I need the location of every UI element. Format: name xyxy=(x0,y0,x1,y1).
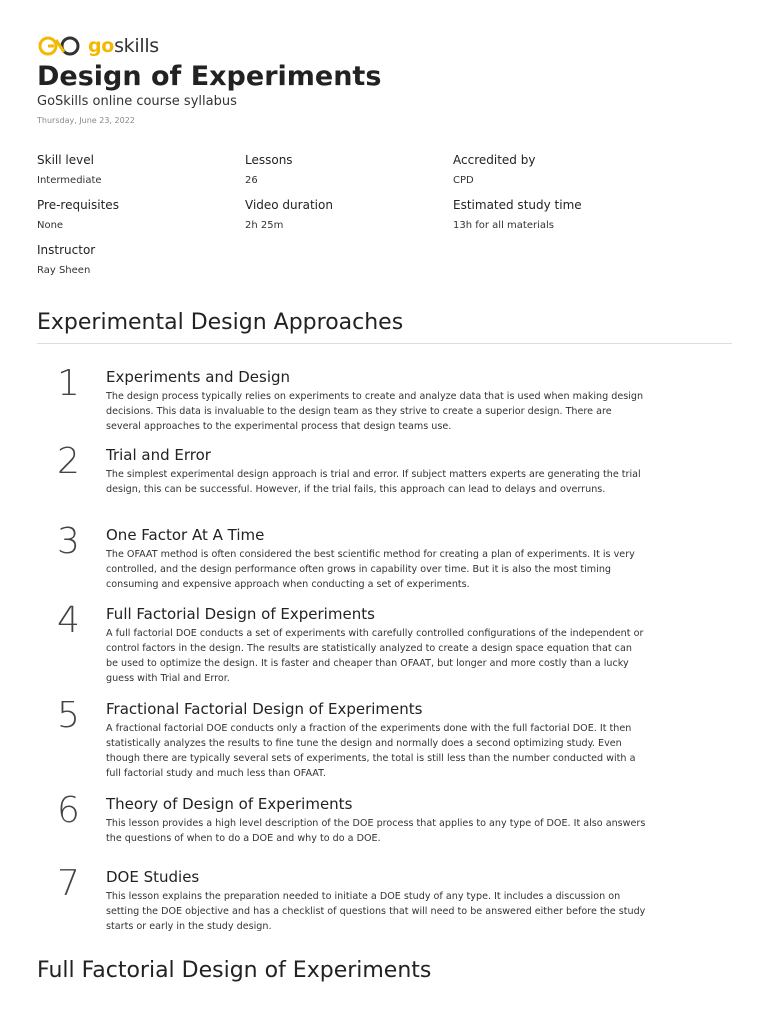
lesson-title: DOE Studies xyxy=(106,868,200,886)
lesson-description: The simplest experimental design approach is trial and error. If subject matters experts are generating the trial design, this can be successful. However, if the trial fails, this approach can lead to delays and overruns. xyxy=(106,469,641,495)
lessons-label: Lessons xyxy=(245,153,293,167)
lesson-number: 3 xyxy=(57,521,80,562)
lesson-number: 5 xyxy=(57,695,80,736)
lesson-title: Trial and Error xyxy=(106,446,211,464)
lesson-title: Full Factorial Design of Experiments xyxy=(106,605,375,623)
lesson-number: 2 xyxy=(57,441,80,482)
section-heading: Full Factorial Design of Experiments xyxy=(37,958,432,983)
page-title: Design of Experiments xyxy=(37,61,382,92)
prerequisites-value: None xyxy=(37,220,64,231)
lesson-title: Fractional Factorial Design of Experiments xyxy=(106,700,423,718)
lesson-title: Experiments and Design xyxy=(106,368,291,386)
lesson-number: 6 xyxy=(57,790,80,831)
page-subtitle: GoSkills online course syllabus xyxy=(37,94,237,109)
lesson-description: The OFAAT method is often considered the best scientific method for creating a plan of experiments. It is very controlled, and the design performance often grows in capability over time. But it is also the most timing consuming and expensive approach when conducting a set of experiments. xyxy=(106,549,635,590)
generated-date: Thursday, June 23, 2022 xyxy=(37,116,135,125)
accredited-by-value: CPD xyxy=(453,175,474,186)
goskills-infinity-logo-icon xyxy=(37,35,83,57)
brand-wordmark xyxy=(88,35,159,57)
study-time-value: 13h for all materials xyxy=(453,220,554,231)
lesson-description: A full factorial DOE conducts a set of experiments with carefully controlled configurations of the independent or control factors in the design. The results are statistically analyzed to create a design space equation that can be used to optimize the design. It is faster and cheaper than OFAAT, but longer and more costly than a lucky guess with Trial and Error. xyxy=(106,628,644,684)
brand-logo xyxy=(37,34,159,58)
instructor-label: Instructor xyxy=(37,243,96,257)
study-time-label: Estimated study time xyxy=(453,198,582,212)
lesson-number: 4 xyxy=(57,600,80,641)
skill-level-value: Intermediate xyxy=(37,175,102,186)
lesson-title: One Factor At A Time xyxy=(106,526,265,544)
video-duration-value: 2h 25m xyxy=(245,220,284,231)
lessons-value: 26 xyxy=(245,175,258,186)
lesson-description: This lesson explains the preparation needed to initiate a DOE study of any type. It includes a discussion on setting the DOE objective and has a checklist of questions that will need to be answered either before the study starts or early in the study design. xyxy=(106,891,646,932)
brand-skills: skills xyxy=(114,35,159,57)
lesson-description: The design process typically relies on experiments to create and analyze data that is used when making design decisions. This data is invaluable to the design team as they strive to create a superior design. There are several approaches to the experimental process that design teams use. xyxy=(106,391,644,432)
lesson-title: Theory of Design of Experiments xyxy=(106,795,353,813)
prerequisites-label: Pre-requisites xyxy=(37,198,119,212)
lesson-description: A fractional factorial DOE conducts only a fraction of the experiments done with the full factorial DOE. It then statistically analyzes the results to fine tune the design and normally does a second optimizing study. Even though there are typically several sets of experiments, the total is still less than the number conducted with a full factorial study and much less than OFAAT. xyxy=(106,723,636,779)
brand-go: go xyxy=(88,35,115,57)
skill-level-label: Skill level xyxy=(37,153,94,167)
lesson-number: 7 xyxy=(57,863,80,904)
instructor-value: Ray Sheen xyxy=(37,265,91,276)
accredited-by-label: Accredited by xyxy=(453,153,536,167)
lesson-number: 1 xyxy=(57,363,80,404)
video-duration-label: Video duration xyxy=(245,198,333,212)
section-heading: Experimental Design Approaches xyxy=(37,310,404,335)
lesson-description: This lesson provides a high level description of the DOE process that applies to any type of DOE. It also answers the questions of when to do a DOE and why to do a DOE. xyxy=(106,818,646,844)
section-divider xyxy=(37,343,732,344)
